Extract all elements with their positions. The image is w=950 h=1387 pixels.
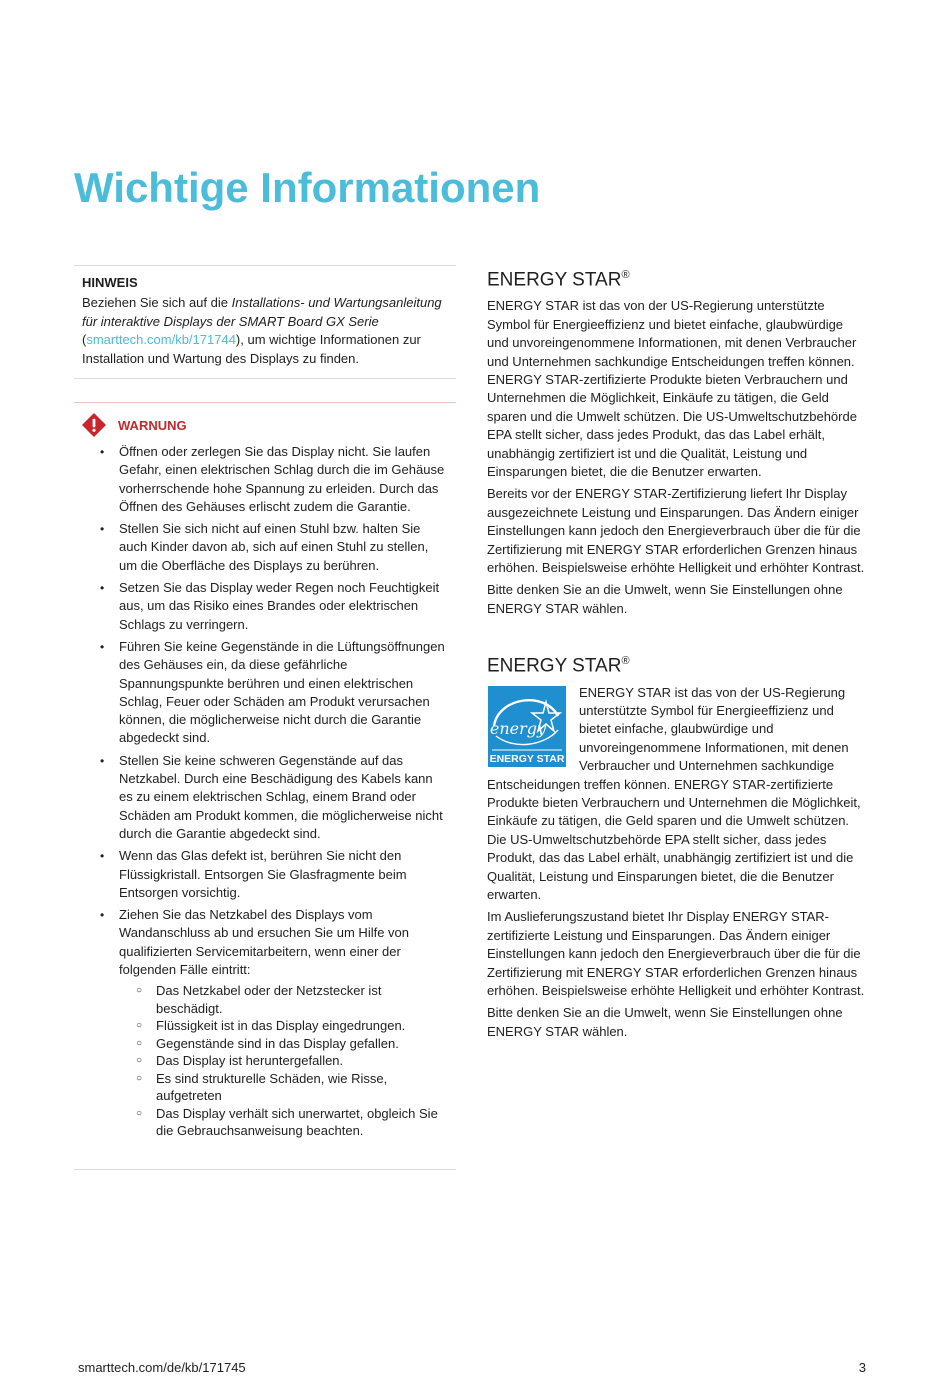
note-text	[82, 294, 448, 368]
warning-subitem: ○ Es sind strukturelle Schäden, wie Risse, aufgetreten	[119, 1070, 448, 1105]
warning-subitem: ○ Das Display verhält sich unerwartet, obgleich Sie die Gebrauchsanweisung beachten.	[119, 1105, 448, 1140]
page-number: 3	[858, 1360, 866, 1375]
energy-star-paragraph: Im Auslieferungszustand bietet Ihr Display ENERGY STAR-zertifizierte Leistung und Einsparungen. Das Ändern einiger Einstellungen kann jedoch den Energieverbrauch über die für die Zertifizierung mit ENERGY STAR erforderlichen Grenzen hinaus erhöhen. Beispielsweise erhöhte Helligkeit und erhöhter Kontrast.	[487, 909, 865, 999]
energy-star-logo	[488, 686, 566, 767]
warning-list	[82, 443, 448, 1140]
warning-header	[82, 413, 448, 437]
warning-item: • Führen Sie keine Gegenstände in die Lüftungsöffnungen des Gehäuses ein, da diese gefährliche Spannungspunkte berühren und einen elektrischen Schlag, Feuer oder Schäden am Produkt verursachen können, die möglicherweise nicht durch die Garantie abgedeckt sind.	[82, 638, 448, 748]
energy-star-heading-2	[487, 648, 867, 679]
page-title: Wichtige Informationen	[74, 164, 541, 211]
energy-star-paragraph: Bereits vor der ENERGY STAR-Zertifizierung liefert Ihr Display ausgezeichnete Leistung und Einsparungen. Das Ändern einiger Einstellungen kann jedoch den Energieverbrauch über die für die Zertifizierung mit ENERGY STAR erforderlichen Grenzen hinaus erhöhen. Beispielsweise erhöhte Helligkeit und erhöhter Kontrast.	[487, 486, 865, 576]
note-heading: HINWEIS	[82, 275, 138, 290]
warning-subitem: ○ Flüssigkeit ist in das Display eingedrungen.	[119, 1017, 448, 1035]
note-box	[74, 265, 456, 379]
warning-box	[74, 402, 456, 1170]
note-kb-link[interactable]: smarttech.com/kb/171744	[86, 332, 236, 347]
energy-star-paragraph: Bitte denken Sie an die Umwelt, wenn Sie Einstellungen ohne ENERGY STAR wählen.	[487, 582, 843, 616]
footer-url[interactable]: smarttech.com/de/kb/171745	[78, 1360, 246, 1375]
note-text-prefix: Beziehen Sie sich auf die	[82, 295, 232, 310]
warning-item: • Stellen Sie keine schweren Gegenstände auf das Netzkabel. Durch eine Beschädigung des Kabels kann es zu einem elektrischen Schlag, einem Brand oder Schäden am Produkt kommen, die möglicherweise nicht durch die Garantie abgedeckt sind.	[82, 752, 448, 843]
warning-sublist	[119, 982, 448, 1140]
energy-star-paragraph: ENERGY STAR ist das von der US-Regierung unterstützte Symbol für Energieeffizienz und bietet einfache, glaubwürdige und unvoreingenommene Informationen, mit denen Verbraucher und Unternehmen sachkundige Entscheidungen treffen können. ENERGY STAR-zertifizierte Produkte bieten Verbrauchern und Unternehmen die Möglichkeit, Einkäufe zu tätigen, die Geld sparen und die Umwelt schützen. Die US-Umweltschutzbehörde EPA stellt sicher, dass jedes Produkt, das das Label erhält, unabhängig zertifiziert ist und die Qualität, Leistung und Einsparungen bietet, die die Benutzer erwarten.	[487, 684, 861, 903]
energy-star-heading-1-text: ENERGY STAR	[487, 269, 622, 291]
energy-star-logo-script: energy	[489, 718, 547, 738]
energy-star-paragraph: ENERGY STAR ist das von der US-Regierung unterstützte Symbol für Energieeffizienz und bietet einfache, glaubwürdige und unvoreingenommene Informationen, mit denen Verbraucher und Unternehmen sachkundige Entscheidungen treffen können. ENERGY STAR-zertifizierte Produkte bieten Verbrauchern und Unternehmen die Möglichkeit, Einkäufe zu tätigen, die Geld sparen und die Umwelt schützen. Die US-Umweltschutzbehörde EPA stellt sicher, dass jedes Produkt, das das Label erhält, unabhängig zertifiziert ist und die Qualität, Leistung und Einsparungen bietet, die die Benutzer erwarten.	[487, 298, 857, 479]
warning-item-with-sublist	[82, 906, 448, 1140]
energy-star-logo-text: ENERGY STAR	[489, 752, 565, 765]
warning-subitem: ○ Das Netzkabel oder der Netzstecker ist beschädigt.	[119, 982, 448, 1017]
warning-subitem: ○ Gegenstände sind in das Display gefallen.	[119, 1035, 448, 1053]
energy-star-heading-1	[487, 262, 867, 293]
registered-mark: ®	[621, 655, 630, 668]
warning-item: • Setzen Sie das Display weder Regen noch Feuchtigkeit aus, um das Risiko eines Brandes oder elektrischen Schlags zu verringern.	[82, 579, 448, 634]
energy-star-heading-2-text: ENERGY STAR	[487, 655, 622, 677]
right-column	[487, 262, 867, 1045]
warning-heading: WARNUNG	[118, 417, 187, 433]
note-doc-title: Installations- und Wartungsanleitung für interaktive Displays der SMART Board GX Serie	[82, 295, 442, 329]
warning-item: • Stellen Sie sich nicht auf einen Stuhl bzw. halten Sie auch Kinder davon ab, sich auf einen Stuhl zu stellen, um die Oberfläche des Displays zu berühren.	[82, 520, 448, 575]
left-column	[74, 265, 456, 1170]
note-text-suffix: ), um wichtige Informationen zur Installation und Wartung des Displays zu finden.	[82, 332, 421, 366]
warning-item: • Wenn das Glas defekt ist, berühren Sie nicht den Flüssigkristall. Entsorgen Sie Glasfragmente beim Entsorgen vorsichtig.	[82, 847, 448, 902]
energy-star-paragraph: Bitte denken Sie an die Umwelt, wenn Sie Einstellungen ohne ENERGY STAR wählen.	[487, 1005, 843, 1039]
registered-mark: ®	[621, 269, 630, 281]
note-paren: (	[82, 332, 87, 347]
warning-subitem: ○ Das Display ist heruntergefallen.	[119, 1052, 448, 1070]
warning-item: • Öffnen oder zerlegen Sie das Display nicht. Sie laufen Gefahr, einen elektrischen Schlag durch die im Gehäuse vorherrschende hohe Spannung zu erleiden. Durch das Öffnen des Gehäuses erlischt zudem die Garantie.	[82, 443, 448, 516]
warning-icon	[82, 413, 106, 437]
section-gap	[487, 622, 867, 648]
warning-item-text: Ziehen Sie das Netzkabel des Displays vom Wandanschluss ab und ersuchen Sie um Hilfe von qualifizierten Servicemitarbeitern, wenn einer der folgenden Fälle eintritt:	[119, 907, 410, 978]
